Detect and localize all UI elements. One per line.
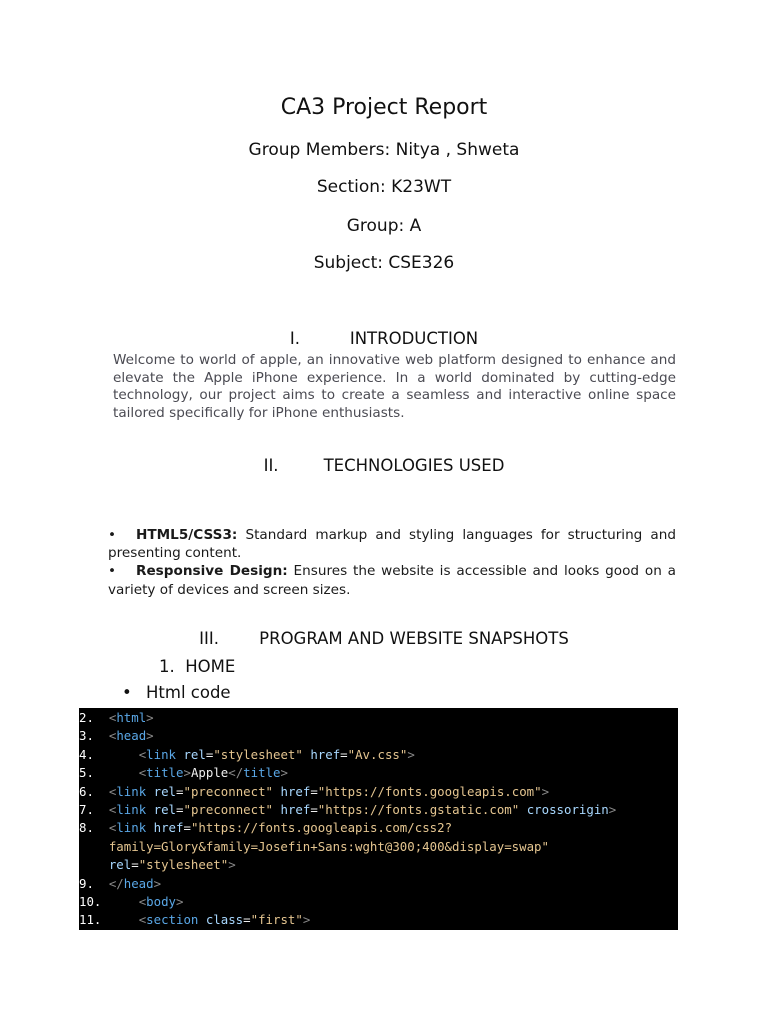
html-code-snapshot [79,708,678,930]
code-token: </ [228,765,244,781]
code-token: < [138,912,147,928]
code-line [79,783,678,801]
line-number: 5. [79,765,139,781]
code-token: > [407,746,415,762]
code-token: < [108,710,117,725]
heading-technologies [0,456,768,475]
item-label: HTML5/CSS3: [136,527,238,543]
code-token: > [146,728,154,744]
code-token: link [116,783,147,799]
code-token: > [302,912,311,928]
heading-number: III. [199,629,219,648]
bullet-icon: • [108,563,117,580]
code-token: > [280,765,288,781]
heading-number: II. [263,456,279,475]
code-line [79,727,678,745]
code-token: "https://fonts.googleapis.com" [317,783,542,799]
line-number: 2. [79,710,109,725]
code-token: < [138,746,147,762]
heading-text: TECHNOLOGIES USED [323,456,505,475]
code-token: "first" [250,912,303,928]
code-token: "https://fonts.gstatic.com" [317,802,520,818]
line-number [79,839,109,854]
bullet-icon: • [108,527,117,543]
code-token: rel [153,802,177,818]
code-line [79,764,678,782]
code-token: href [310,746,341,762]
code-token: = [176,802,184,818]
code-token: link [146,746,176,762]
code-token: = [310,783,318,799]
line-number: 7. [79,802,109,818]
code-token: "preconnect" [183,802,274,818]
code-token: rel [153,783,177,799]
line-number: 11. [79,912,139,928]
code-line [79,875,678,893]
code-token: title [146,765,184,781]
code-token: > [608,802,617,818]
item-label: Responsive Design: [136,563,288,580]
technologies-list [108,526,676,599]
code-token: < [108,783,117,799]
code-token [146,784,153,799]
code-token: </ [108,875,124,891]
sub-item-home: 1. HOME [159,657,236,676]
code-token: section [146,912,199,928]
code-token: = [205,746,214,762]
bullet-label: Html code [146,683,231,702]
code-line [79,911,678,929]
code-line [79,819,678,837]
group-members: Group Members: Nitya , Shweta [248,140,520,160]
list-item [108,562,676,598]
line-number: 4. [79,746,139,762]
report-title: CA3 Project Report [280,95,488,120]
code-token: < [138,765,147,781]
code-token: = [131,857,139,873]
code-token: < [108,802,117,818]
code-token: "stylesheet" [213,746,303,762]
code-token: "preconnect" [183,783,274,799]
heading-program [0,629,768,648]
code-token: > [183,765,191,781]
item-text: Ensures the website is accessible and looks good on a variety of devices and screen sizes. [108,563,676,598]
introduction-paragraph: Welcome to world of apple, an innovative web platform designed to enhance and elevate the Apple iPhone experience. In a world dominated by cutting-edge technology, our project aims to create a seamless and interactive online space tailored specifically for iPhone enthusiasts. [113,352,676,421]
code-token: "https://fonts.googleapis.com/css2? [190,820,453,836]
code-token: rel [183,746,206,762]
code-line [79,838,678,856]
line-number: 10. [79,894,139,910]
code-token: body [146,894,176,910]
code-token: > [541,783,550,799]
heading-text: INTRODUCTION [349,329,479,348]
code-token: rel [108,857,132,873]
code-token: "stylesheet" [138,857,229,873]
line-number: 6. [79,783,109,799]
code-line [79,893,678,911]
code-token: link [116,820,147,836]
code-token: = [243,912,251,928]
code-token [146,820,153,835]
line-number: 3. [79,728,109,744]
code-token: title [243,765,281,781]
line-number: 8. [79,820,109,836]
code-token: head [116,728,147,744]
code-token: head [123,875,154,891]
code-line [79,801,678,819]
section-info: Section: K23WT [316,177,452,197]
code-token: > [153,875,162,891]
code-token [519,802,526,817]
code-token: = [340,746,348,762]
heading-text: PROGRAM AND WEBSITE SNAPSHOTS [259,629,569,648]
code-token [146,802,153,817]
code-line [79,746,678,764]
code-token: href [280,802,311,818]
code-token: > [176,894,184,910]
code-token: < [108,728,117,744]
code-token: = [183,820,191,836]
item-text: Standard markup and styling languages for structuring and presenting content. [108,527,676,562]
heading-introduction [0,329,768,348]
code-token: href [153,820,184,836]
code-token: = [310,802,318,818]
code-token: = [176,783,184,799]
code-token: "Av.css" [347,746,408,762]
subject-info: Subject: CSE326 [313,253,455,273]
group-info: Group: A [346,216,422,236]
code-token: href [280,783,311,799]
code-token: < [138,894,147,910]
code-token: > [146,710,154,725]
code-token: family=Glory&family=Josefin+Sans:wght@300;400&display=swap" [108,838,549,854]
code-token: Apple [190,765,229,781]
code-token [198,912,205,927]
heading-number: I. [289,329,300,348]
line-number: 9. [79,875,109,891]
code-line [79,856,678,874]
code-token: crossorigin [526,802,609,818]
bullet-icon: • [122,683,132,702]
line-number [79,857,109,872]
code-token: < [108,820,117,836]
bullet-html-code [122,683,231,702]
list-item [108,526,676,562]
code-line [79,709,678,727]
code-token: link [116,802,147,818]
code-token: html [116,710,147,725]
code-token: > [228,857,236,873]
code-token: class [205,912,244,928]
